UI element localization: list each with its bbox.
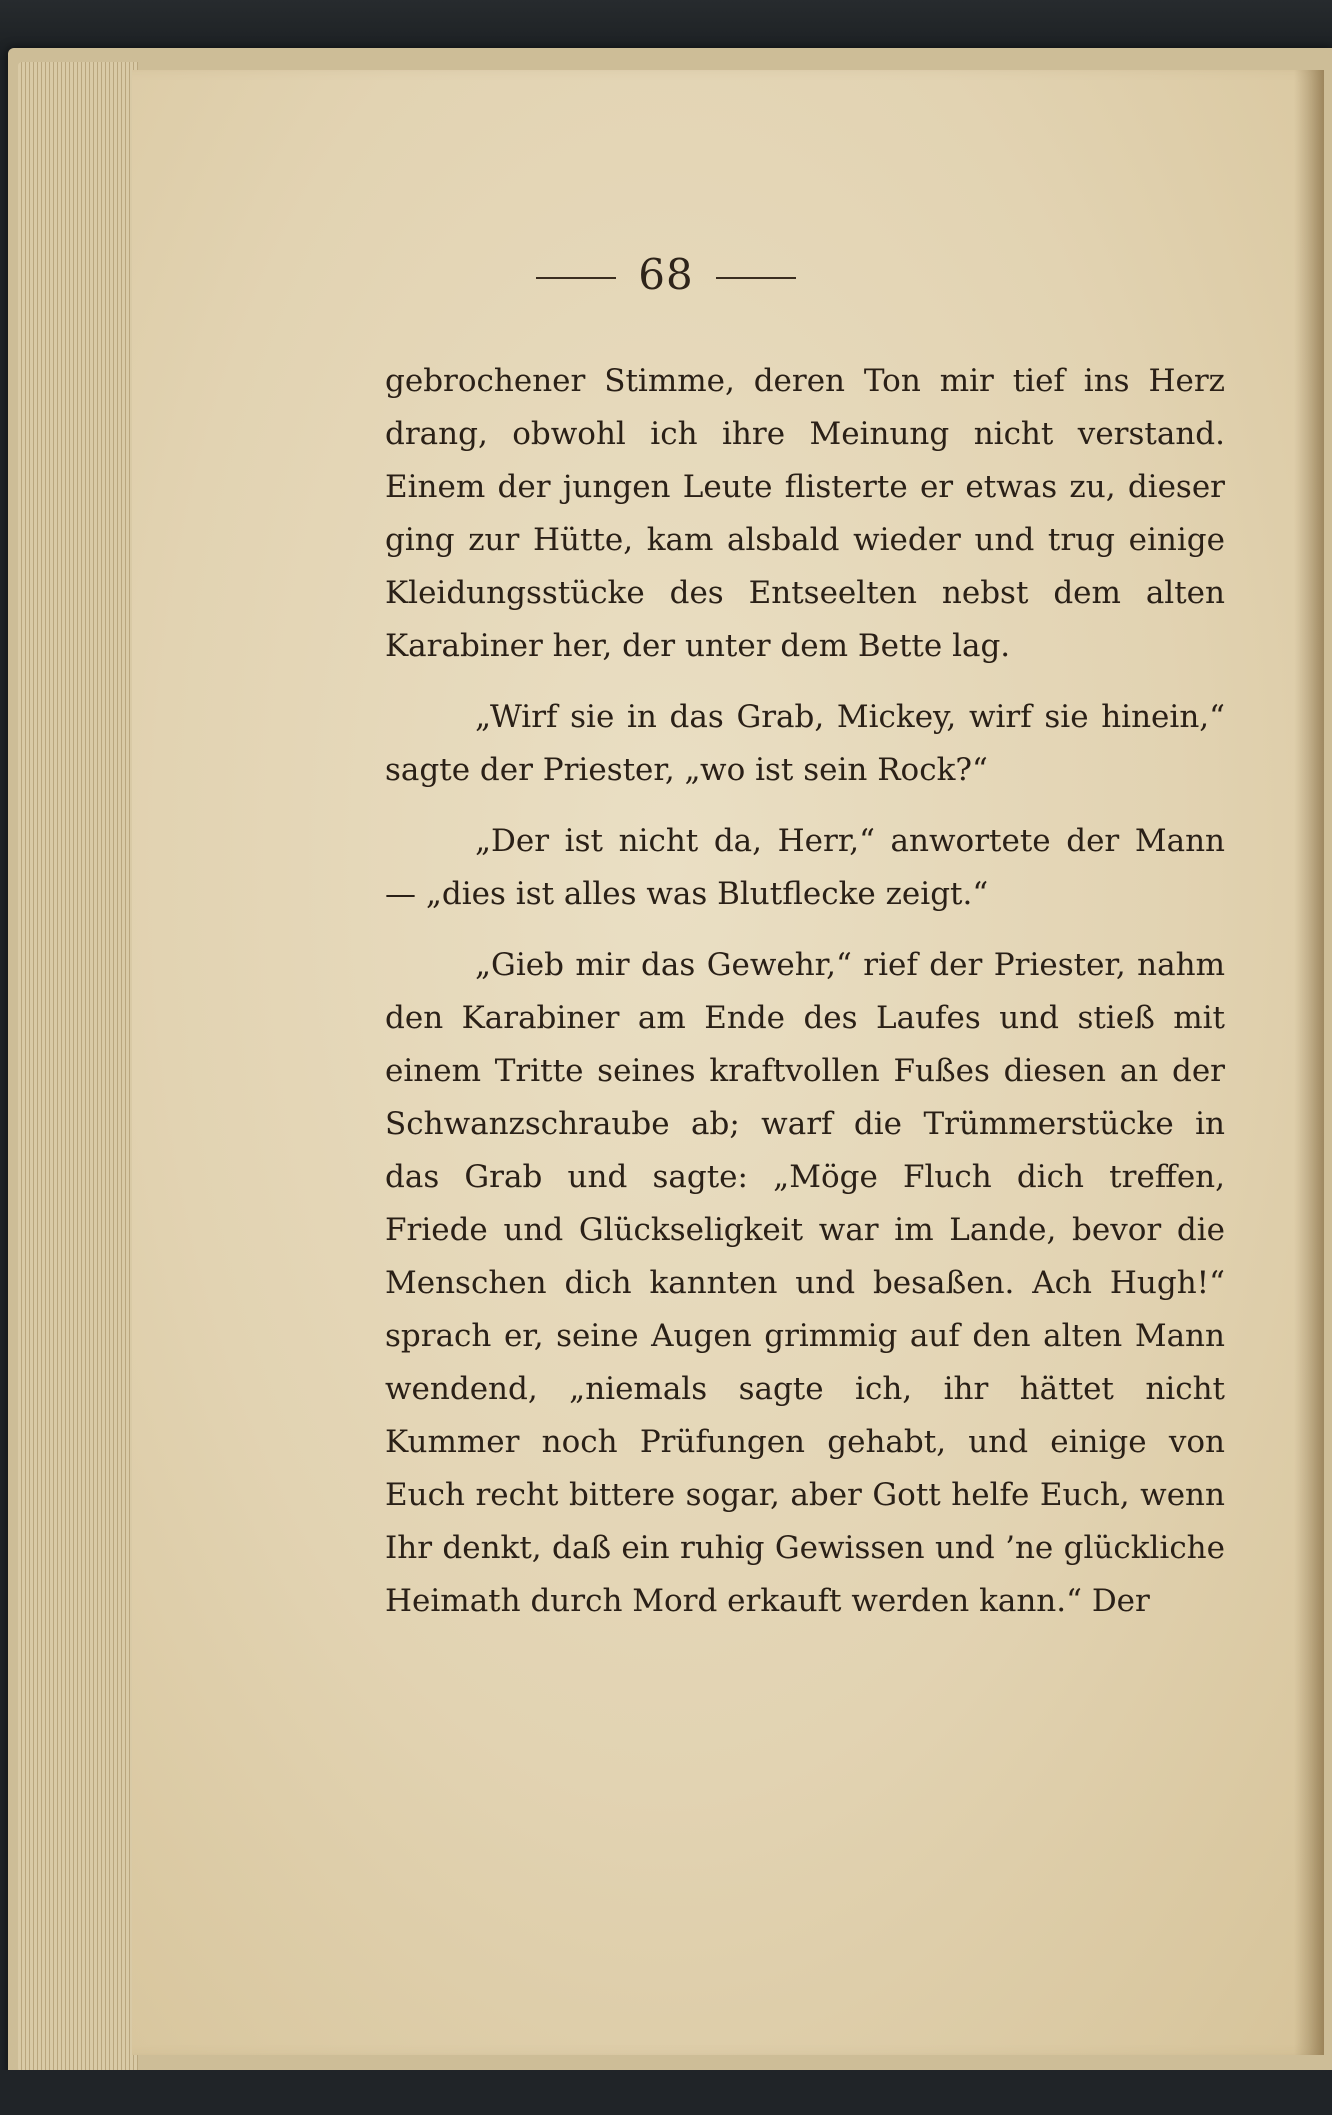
left-dash xyxy=(536,277,616,279)
paragraph-3: „Der ist nicht da, Herr,“ anwortete der Mann — „dies ist alles was Blutflecke zeigt.“ xyxy=(385,823,1225,912)
right-dash xyxy=(716,277,796,279)
page-gutter xyxy=(1294,70,1324,2055)
page-number-header xyxy=(0,250,1332,299)
paragraph-4: „Gieb mir das Gewehr,“ rief der Priester, nahm den Karabiner am Ende des Laufes und stieß mit einem Tritte seines kraftvollen Fußes diesen an der Schwanzschraube ab; warf die Trümmerstücke in das Grab und sagte: „Möge Fluch dich treffen, Friede und Glückseligkeit war im Lande, bevor die Menschen dich kannten und besaßen. Ach Hugh!“ sprach er, seine Augen grimmig auf den alten Mann wendend, „niemals sagte ich, ihr hättet nicht Kummer noch Prüfungen gehabt, und einige von Euch recht bittere sogar, aber Gott helfe Euch, wenn Ihr denkt, daß ein ruhig Gewissen und ’ne glückliche Heimath durch Mord erkauft werden kann.“ Der xyxy=(385,947,1225,1619)
body-text xyxy=(385,355,1225,1646)
paragraph-1: gebrochener Stimme, deren Ton mir tief ins Herz drang, obwohl ich ihre Meinung nicht verstand. Einem der jungen Leute flisterte er etwas zu, dieser ging zur Hütte, kam alsbald wieder und trug einige Kleidungsstücke des Entseelten nebst dem alten Karabiner her, der unter dem Bette lag. xyxy=(385,363,1225,664)
page-edges xyxy=(18,62,138,2072)
book-cover-bottom xyxy=(0,2070,1332,2115)
paragraph-2: „Wirf sie in das Grab, Mickey, wirf sie hinein,“ sagte der Priester, „wo ist sein Rock?“ xyxy=(385,699,1225,788)
page-number: 68 xyxy=(638,250,694,299)
